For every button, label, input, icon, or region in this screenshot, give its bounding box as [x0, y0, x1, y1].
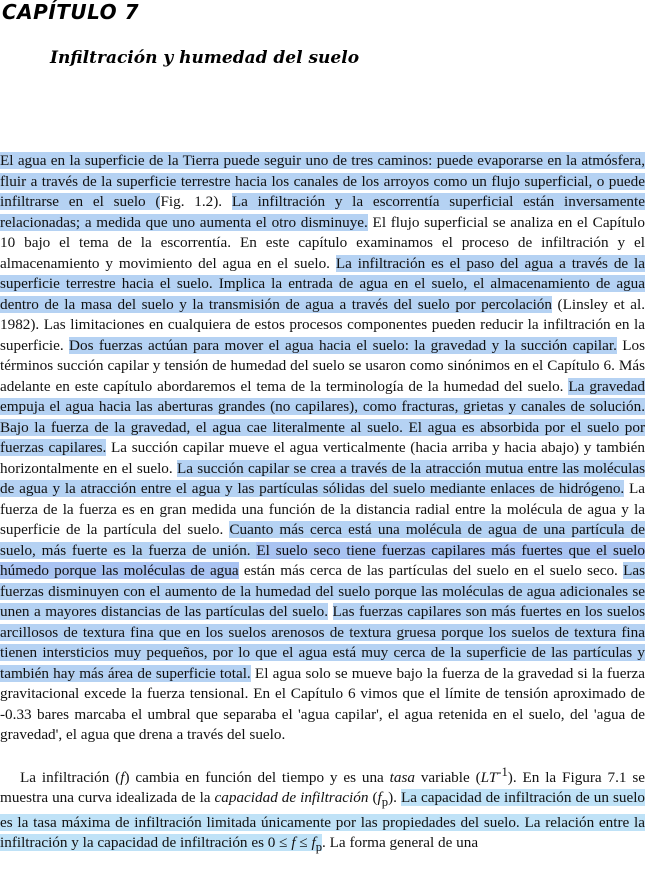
- symbol-f: f: [291, 834, 296, 852]
- highlight-segment: El agua en la superficie de la Tierra puede seguir uno de tres caminos: puede evaporarse en la atmósfera, fluir a través de la superficie terrestre hacia los canales de los arroyos como un flujo superficial, o puede infiltrarse en el suelo (: [0, 152, 645, 210]
- paragraph-1: [0, 151, 645, 746]
- p2-text: variable (: [414, 768, 481, 786]
- highlight-segment: La infiltración y la escorrentía superficial están inversamente relacionadas; a medida que uno aumenta el otro disminuye.: [0, 193, 645, 231]
- p2-text: ) cambia en función del tiempo y es una: [124, 768, 390, 786]
- text-segment: La succión capilar mueve el agua verticalmente (hacia arriba y hacia abajo) y también horizontalmente en el suelo.: [0, 439, 645, 477]
- text-segment: El flujo superficial se analiza en el Capítulo 10 bajo el tema de la escorrentía. En este capítulo examinamos el proceso de infiltración y el almacenamiento y movimiento del agua en el suelo.: [0, 213, 645, 272]
- highlight-segment: Dos fuerzas actúan para mover el agua hacia el suelo: la gravedad y la succión capilar.: [69, 336, 617, 354]
- chapter-label: CAPÍTULO 7: [2, 0, 140, 24]
- unit-lt: LT: [480, 768, 498, 786]
- symbol-fp: f: [377, 789, 382, 807]
- p2-highlight-text: La capacidad de infiltración de un suelo es la tasa máxima de infiltración limitada únicamente por las propiedades del suelo. La relación entre la infiltración y la capacidad de infiltración es 0 ≤: [0, 789, 646, 852]
- symbol-fp: f: [311, 834, 316, 852]
- text-segment: están más cerca de las partículas del suelo en el suelo seco.: [238, 562, 624, 579]
- p2-highlight-text: ≤: [295, 834, 312, 852]
- paragraph-2: [0, 762, 645, 858]
- highlight-segment: La gravedad empuja el agua hacia las aberturas grandes (no capilares), como fracturas, grietas y canales de solución. Bajo la fuerza de la gravedad, el agua cae literalmente al suelo. El agua es absorbida por el suelo por fuerzas capilares.: [0, 377, 645, 456]
- highlight-segment: El suelo seco tiene fuerzas capilares más fuertes que el suelo húmedo porque las moléculas de agua: [0, 541, 645, 579]
- p2-text: La infiltración (: [20, 768, 121, 786]
- p2-text: . La forma general de una: [322, 834, 479, 852]
- unit-exponent: -1: [497, 764, 508, 779]
- highlight-segment: Cuanto más cerca está una molécula de agua de una partícula de suelo, más fuerte es la fuerza de unión.: [0, 521, 645, 559]
- symbol-fp-sub: p: [381, 795, 389, 810]
- highlight-segment: La infiltración es el paso del agua a través de la superficie terrestre hacia el suelo. Implica la entrada de agua en el suelo, el almacenamiento de agua dentro de la masa del suelo y la transmisión de agua a través del suelo por percolación: [0, 254, 646, 313]
- term-tasa: tasa: [389, 768, 415, 786]
- highlight-segment: Las fuerzas disminuyen con el aumento de la humedad del suelo porque las moléculas de agua adicionales se unen a mayores distancias de las partículas del suelo.: [0, 562, 645, 620]
- term-capacidad: capacidad de infiltración: [214, 789, 369, 807]
- document-body: [0, 151, 645, 858]
- p2-text: ). En la Figura 7.1 se muestra una curva idealizada de la: [0, 768, 646, 807]
- text-segment: (Linsley et al. 1982). Las limitaciones en cualquiera de estos procesos componentes pueden reducir la infiltración en la superficie.: [0, 295, 645, 354]
- text-segment: El agua solo se mueve bajo la fuerza de la gravedad si la fuerza gravitacional excede la fuerza tensional. En el Capítulo 6 vimos que el límite de tensión aproximado de -0.33 bares marcaba el umbral que separaba el 'agua capilar', el agua retenida en el suelo, del 'agua de gravedad', el agua que drena a través del suelo.: [0, 664, 645, 743]
- p2-text: (: [368, 789, 378, 807]
- text-segment: La fuerza de la fuerza es en gran medida una función de la distancia radial entre la molécula de agua y la superficie de la partícula del suelo.: [0, 480, 645, 538]
- symbol-fp-sub: p: [315, 840, 323, 855]
- symbol-f: f: [120, 768, 125, 786]
- highlight-segment: La succión capilar se crea a través de la atracción mutua entre las moléculas de agua y la atracción entre el agua y las partículas sólidas del suelo mediante enlaces de hidrógeno.: [0, 459, 645, 497]
- text-segment: [328, 603, 332, 620]
- text-segment: Los términos succión capilar y tensión de humedad del suelo se usaron como sinónimos en el Capítulo 6. Más adelante en este capítulo abordaremos el tema de la terminología de la humedad del suelo.: [0, 336, 646, 395]
- highlight-segment: Las fuerzas capilares son más fuertes en los suelos arcillosos de textura fina que en los suelos arenosos de textura gruesa porque los suelos de textura fina tienen intersticios muy pequeños, por lo que el agua está muy cerca de la superficie de las partículas y también hay más área de superficie total.: [0, 603, 645, 682]
- p2-text: ).: [388, 789, 401, 807]
- text-segment: Fig. 1.2).: [160, 193, 232, 210]
- chapter-title: Infiltración y humedad del suelo: [50, 48, 360, 68]
